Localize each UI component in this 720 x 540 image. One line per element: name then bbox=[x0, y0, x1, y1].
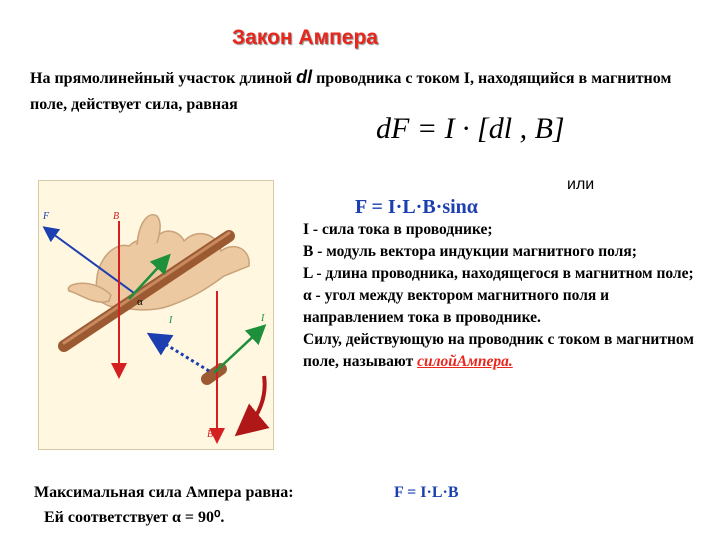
legend-line-definition bbox=[303, 329, 703, 373]
current-arrow-right bbox=[214, 331, 259, 373]
max-angle-text: Ей соответствует α = 90⁰. bbox=[44, 509, 225, 526]
formula-differential-text: dF = I · [dl , B] bbox=[376, 112, 565, 145]
finger-shape bbox=[137, 215, 160, 245]
left-hand-rule-figure bbox=[38, 180, 274, 450]
intro-part2: проводника с током I, находящийся в магнитном поле, действует сила, равная bbox=[30, 70, 672, 113]
label-i-mid: I bbox=[169, 315, 173, 326]
formula-main: F = I·L·B·sinα bbox=[355, 196, 478, 218]
label-f-top: F bbox=[43, 211, 50, 222]
figure-svg bbox=[39, 181, 273, 449]
label-b-bottom: B bbox=[207, 429, 214, 440]
intro-part1: На прямолинейный участок длиной bbox=[30, 70, 297, 87]
legend bbox=[303, 219, 703, 373]
rotation-arc bbox=[247, 376, 265, 426]
label-i-right: I bbox=[261, 313, 265, 324]
or-word: или bbox=[567, 176, 595, 193]
intro-text bbox=[30, 64, 680, 118]
legend-line-current: I - сила тока в проводнике; bbox=[303, 221, 493, 238]
ampere-force-link[interactable]: силойАмпера. bbox=[417, 353, 513, 370]
legend-line-length: L - длина проводника, находящегося в магнитном поле; bbox=[303, 265, 694, 282]
slide-title: Закон Ампера bbox=[232, 26, 378, 49]
alpha-symbol: α bbox=[303, 287, 312, 304]
legend-line-definition-text: Силу, действующую на проводник с током в магнитном поле, называют bbox=[303, 331, 694, 370]
label-alpha: α bbox=[137, 296, 143, 308]
formula-differential bbox=[376, 112, 576, 162]
max-force-text: Максимальная сила Ампера равна: bbox=[34, 484, 294, 501]
legend-line-angle-text: - угол между вектором магнитного поля и направлением тока в проводнике. bbox=[303, 287, 610, 326]
force-arrow-lower bbox=[157, 339, 209, 371]
max-force-formula: F = I·L·B bbox=[394, 484, 459, 501]
legend-line-induction: B - модуль вектора индукции магнитного поля; bbox=[303, 243, 637, 260]
label-b-top: B bbox=[113, 211, 120, 222]
intro-dl: dl bbox=[296, 67, 313, 87]
legend-line-angle bbox=[303, 285, 703, 329]
